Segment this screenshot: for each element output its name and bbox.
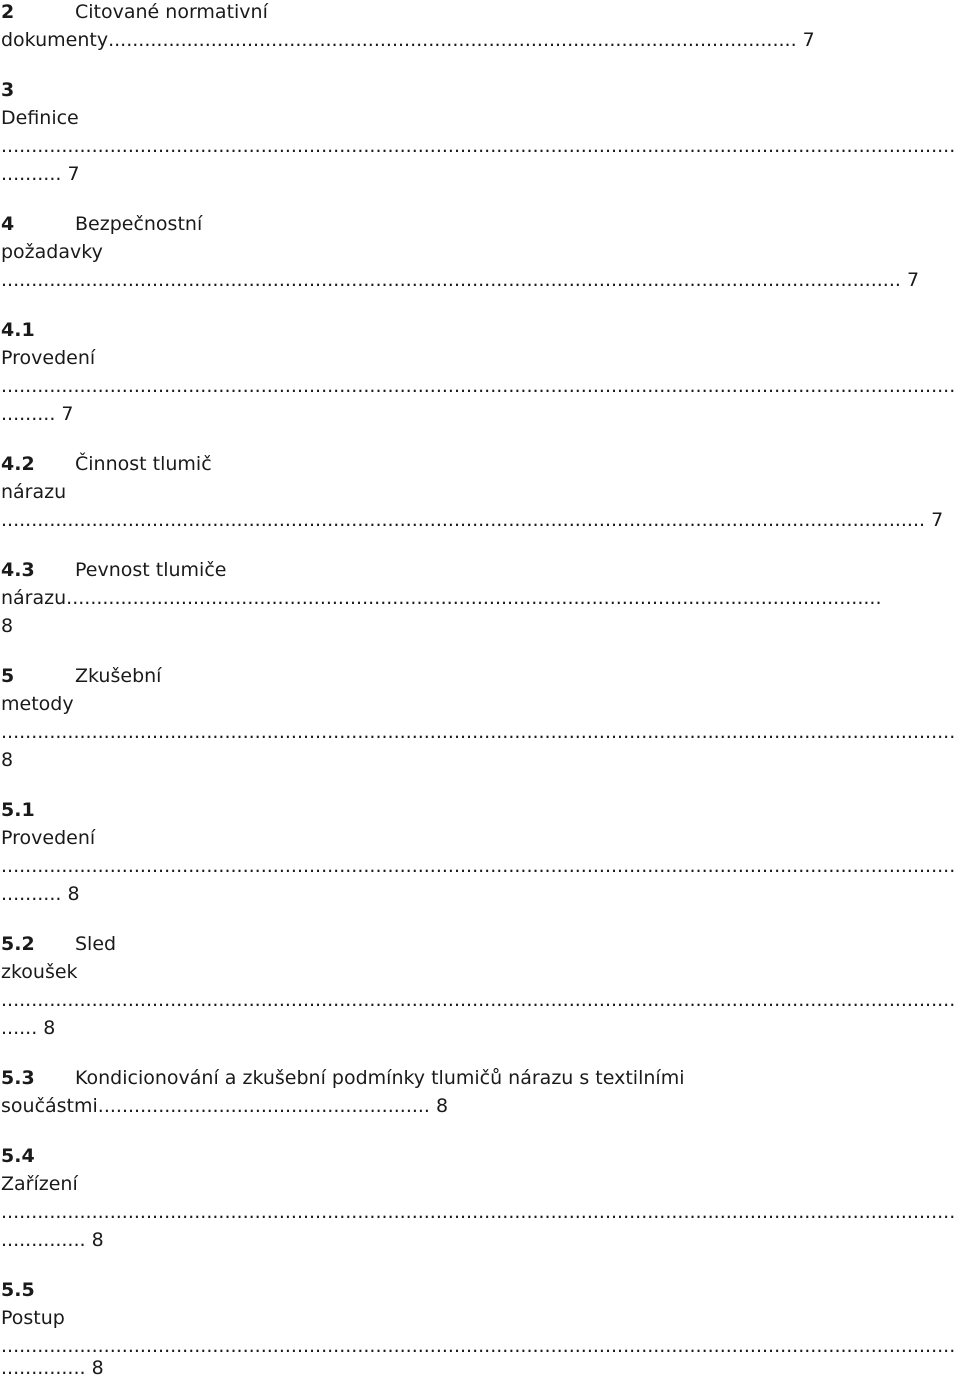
toc-entry-page-line: [1, 162, 80, 186]
toc-page-number: 8: [43, 1017, 56, 1039]
toc-entry-title: Citované normativní: [75, 1, 268, 23]
toc-entry-heading-line: [1, 798, 75, 822]
toc-page-number: 7: [61, 403, 74, 425]
toc-page-number: 8: [1, 749, 14, 771]
toc-entry-number: 5.2: [1, 933, 35, 955]
toc-entry-page-line: [1, 1228, 104, 1252]
toc-leader-dots: ..............................................................................................................................................................: [1, 721, 956, 743]
toc-entry-continuation-line: [1, 346, 95, 370]
toc-entry-page-line: [1, 748, 13, 772]
toc-entry-page-line: [1, 1016, 55, 1040]
toc-leader-dots: ..................................................................................................................: [108, 29, 797, 51]
toc-entry-page-line: [1, 614, 13, 638]
toc-entry-title: Provedení: [1, 827, 96, 849]
toc-entry-number: 4.1: [1, 319, 35, 341]
toc-entry-heading-line: [1, 1144, 75, 1168]
toc-entry-continuation-line: [1, 586, 882, 610]
toc-entry-heading-line: [1, 1278, 75, 1302]
toc-entry-title: Pevnost tlumiče: [75, 559, 227, 581]
toc-entry-continuation-line: [1, 480, 66, 504]
toc-entry-title: dokumenty: [1, 29, 109, 51]
toc-leader-dots: ......: [1, 1017, 38, 1039]
toc-entry-continuation-line: [1, 1306, 65, 1330]
toc-entry-dots-line: [1, 988, 955, 1012]
toc-leader-dots: ..............................................................................................................................................................: [1, 989, 956, 1011]
toc-entry-continuation-line: [1, 826, 95, 850]
toc-leader-dots: ..............: [1, 1229, 86, 1251]
toc-page-number: 7: [906, 269, 920, 291]
toc-entry-title: Sled: [75, 933, 117, 955]
toc-leader-dots: ..........: [1, 163, 62, 185]
toc-leader-dots: .....................................................................................................................................................: [1, 269, 901, 291]
toc-leader-dots: ..............: [1, 1357, 86, 1379]
toc-entry-continuation-line: [1, 240, 103, 264]
toc-leader-dots: ..............................................................................................................................................................: [1, 1335, 956, 1357]
toc-entry-number: 5.4: [1, 1145, 35, 1167]
toc-entry-number: 5: [1, 665, 15, 687]
toc-entry-dots-line: [1, 374, 955, 398]
toc-leader-dots: ..............................................................................................................................................................: [1, 375, 956, 397]
toc-leader-dots: .......................................................................................................................................: [66, 587, 882, 609]
toc-entry-number: 5.5: [1, 1279, 35, 1301]
toc-leader-dots: ..............................................................................................................................................................: [1, 1201, 956, 1223]
toc-entry-dots-line: [1, 508, 943, 532]
toc-entry-title: metody: [1, 693, 74, 715]
toc-entry-heading-line: [1, 318, 75, 342]
toc-entry-continuation-line: [1, 692, 74, 716]
toc-page-number: 8: [1, 615, 14, 637]
toc-entry-title: Provedení: [1, 347, 96, 369]
toc-leader-dots: .........: [1, 403, 56, 425]
toc-entry-page-line: [1, 1356, 104, 1380]
toc-entry-title: Definice: [1, 107, 79, 129]
toc-entry-page-line: [1, 402, 74, 426]
toc-page-number: 7: [931, 509, 944, 531]
toc-entry-page-line: [1, 882, 80, 906]
toc-entry-continuation-line: [1, 28, 815, 52]
toc-entry-heading-line: [1, 452, 212, 476]
toc-entry-dots-line: [1, 720, 955, 744]
toc-entry-title: Bezpečnostní: [75, 213, 203, 235]
toc-leader-dots: ..............................................................................................................................................................: [1, 855, 956, 877]
toc-entry-number: 4.2: [1, 453, 35, 475]
toc-entry-continuation-line: [1, 1172, 78, 1196]
toc-entry-title: Zkušební: [75, 665, 162, 687]
toc-entry-number: 4: [1, 213, 15, 235]
toc-entry-title: nárazu: [1, 587, 67, 609]
toc-page-number: 8: [91, 1229, 104, 1251]
toc-entry-title: součástmi: [1, 1095, 98, 1117]
toc-entry-title: Zařízení: [1, 1173, 78, 1195]
toc-page-number: 8: [91, 1357, 104, 1379]
toc-entry-heading-line: [1, 78, 75, 102]
toc-entry-continuation-line: [1, 1094, 448, 1118]
toc-page-number: 7: [67, 163, 80, 185]
toc-entry-title: požadavky: [1, 241, 103, 263]
toc-entry-dots-line: [1, 1334, 955, 1358]
toc-entry-dots-line: [1, 134, 955, 158]
toc-leader-dots: .......................................................: [97, 1095, 430, 1117]
toc-entry-heading-line: [1, 1066, 684, 1090]
toc-entry-continuation-line: [1, 960, 78, 984]
toc-entry-title: nárazu: [1, 481, 67, 503]
toc-leader-dots: .........................................................................................................................................................: [1, 509, 926, 531]
toc-entry-title: Postup: [1, 1307, 65, 1329]
toc-entry-dots-line: [1, 854, 955, 878]
toc-page-number: 8: [67, 883, 80, 905]
toc-entry-continuation-line: [1, 106, 79, 130]
toc-entry-title: Kondicionování a zkušební podmínky tlumičů nárazu s textilními: [75, 1067, 685, 1089]
toc-entry-heading-line: [1, 0, 268, 24]
toc-entry-number: 2: [1, 1, 15, 23]
toc-entry-heading-line: [1, 558, 226, 582]
toc-entry-heading-line: [1, 212, 202, 236]
toc-entry-number: 3: [1, 79, 15, 101]
toc-entry-number: 5.1: [1, 799, 35, 821]
toc-entry-title: zkoušek: [1, 961, 78, 983]
toc-entry-number: 5.3: [1, 1067, 35, 1089]
toc-entry-number: 4.3: [1, 559, 35, 581]
toc-page-number: 7: [802, 29, 815, 51]
toc-leader-dots: ..............................................................................................................................................................: [1, 135, 956, 157]
toc-entry-dots-line: [1, 1200, 955, 1224]
toc-page-number: 8: [436, 1095, 449, 1117]
toc-leader-dots: ..........: [1, 883, 62, 905]
toc-entry-heading-line: [1, 932, 116, 956]
toc-entry-title: Činnost tlumič: [75, 453, 212, 475]
toc-entry-dots-line: [1, 268, 919, 292]
toc-entry-heading-line: [1, 664, 161, 688]
